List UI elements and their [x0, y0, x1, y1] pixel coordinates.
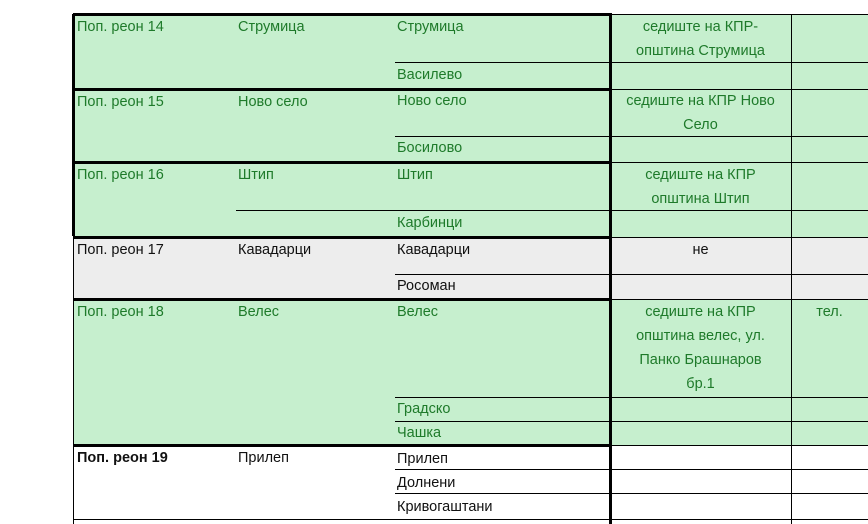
place-name: Струмица	[397, 19, 464, 35]
region-separator	[73, 88, 612, 91]
region-separator	[73, 298, 612, 301]
place-name: Ново село	[397, 93, 467, 109]
place-name: Василево	[397, 67, 463, 83]
cell-divider	[395, 136, 868, 137]
region-city: Велес	[238, 304, 280, 320]
table-left-border	[72, 14, 75, 236]
region-label: Поп. реон 17	[77, 242, 164, 258]
table-left-border	[73, 236, 74, 524]
seat-description: седиште на КПР-	[642, 19, 759, 35]
extra-note: тел.	[816, 304, 843, 320]
seat-description: не	[692, 242, 709, 258]
region-label: Поп. реон 14	[77, 19, 164, 35]
seat-description: седиште на КПР	[645, 167, 756, 183]
cell-divider	[236, 210, 868, 211]
region-separator	[73, 444, 612, 447]
row-background-notch	[73, 210, 236, 237]
seat-description: Село	[683, 117, 718, 133]
cell-divider	[395, 421, 868, 422]
region-city: Штип	[238, 167, 274, 183]
region-city: Кавадарци	[238, 242, 312, 258]
extra-column-border	[791, 14, 792, 524]
region-label: Поп. реон 15	[77, 94, 164, 110]
seat-separator	[610, 237, 868, 238]
region-label: Поп. реон 18	[77, 304, 164, 320]
place-name: Прилеп	[397, 451, 448, 467]
seat-description: општина Штип	[651, 191, 750, 207]
cell-divider	[395, 62, 868, 63]
place-name: Чашка	[397, 425, 442, 441]
cell-divider	[395, 469, 868, 470]
region-label: Поп. реон 19	[77, 450, 168, 466]
place-name: Штип	[397, 167, 433, 183]
region-separator	[73, 236, 612, 239]
cell-divider	[395, 397, 868, 398]
seat-separator	[610, 89, 868, 90]
seat-description: општина велес, ул.	[636, 328, 765, 344]
region-label: Поп. реон 16	[77, 167, 164, 183]
seat-description: седиште на КПР Ново	[626, 93, 775, 109]
region-city: Струмица	[238, 19, 305, 35]
region-city: Ново село	[238, 94, 308, 110]
seat-column-border	[609, 14, 612, 524]
place-name: Росоман	[397, 278, 456, 294]
region-separator	[73, 161, 612, 164]
seat-separator	[610, 14, 868, 15]
seat-separator	[610, 299, 868, 300]
place-name: Карбинци	[397, 215, 463, 231]
place-name: Долнени	[397, 475, 456, 491]
cell-divider	[395, 493, 868, 494]
seat-description: седиште на КПР	[645, 304, 756, 320]
seat-separator	[610, 445, 868, 446]
region-city: Прилеп	[238, 450, 289, 466]
seat-description: бр.1	[686, 376, 715, 392]
seat-description: општина Струмица	[636, 43, 765, 59]
seat-description: Панко Брашнаров	[639, 352, 762, 368]
table-bottom-border	[73, 519, 868, 520]
place-name: Босилово	[397, 140, 463, 156]
cell-divider	[395, 274, 868, 275]
place-name: Градско	[397, 401, 451, 417]
seat-separator	[610, 162, 868, 163]
region-separator	[73, 13, 612, 16]
seat-background	[610, 445, 868, 519]
place-name: Велес	[397, 304, 439, 320]
place-name: Кривогаштани	[397, 499, 493, 515]
place-name: Кавадарци	[397, 242, 471, 258]
